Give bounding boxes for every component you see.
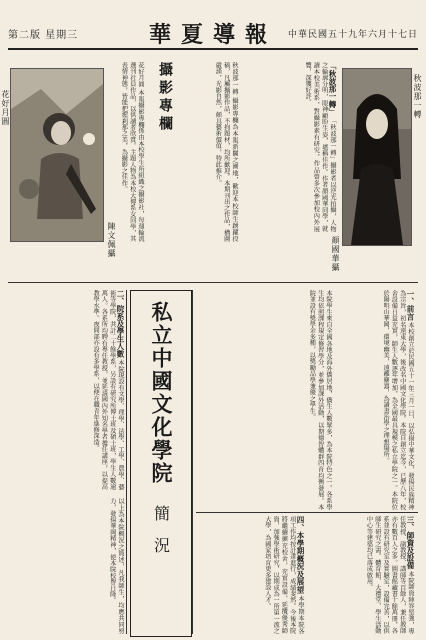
photo-text-left [110,62,144,242]
future-heading: 四、本學期概況及展望 [296,516,305,594]
honor-body: 本院師資陣容堅強，專任教授、副教授、講師等百餘人，兼任教師亦有數百人之多。圖書館藏書十餘萬冊，各系並設有研究室及實驗室，設備完善，以供師生研究之需。體育館、大禮堂、學生活動中心等建築均已落成啟用。 [365,516,414,635]
article-departments [10,290,124,490]
photo-text-left-body: 花好月圓 本報攝影專欄係由本校學生所組織之攝影社，每週輪流選刊社員作品，以供讀者欣賞。主題人物為本校大傳系女同學，其表情神態，皆能把握剎那之美，為攝影之佳作。 [120,62,144,242]
article-bottom-left [10,498,124,634]
caption-right-b: 顏國華攝 [331,236,340,272]
newspaper-title: 華夏導報 [148,22,278,48]
column-rule-3 [196,512,418,513]
caption-left-b: 陳文佩攝 [107,222,116,258]
caption-left-a: 花好月圓 [1,90,10,126]
article-honor [310,516,414,634]
article-future [196,516,304,634]
dept-body: 本院現設有文學、理學、法學、工學、農學、藝術等學院，共計二十餘學系，另設有研究所博士班及碩士班，學生人數逾萬人。各系所均聘有專任教授，並延請國內外知名學者擔任講座，以提高教學水準。夜間部亦設有多學系，以便在職青年進修深造。 [92,290,124,491]
photo-text-right-body: 「秋波那一轉」攝影者以逆光拍攝，人物之輪廓分明，眼神顧盼生姿，堪稱佳作。作者顏國華同學，就讀本校美術系，對攝影素有研究，作品曾多次參加校內外展覽，深獲好評。 [304,62,336,233]
photo-text-right [244,62,336,232]
article-prefix [338,290,414,510]
column-rule-1 [192,290,193,634]
photo-right [342,68,412,246]
feature-subtitle: 簡況 [151,505,171,569]
portrait-image-left [11,69,103,241]
photo-text-mid-body: 秋波那一轉 攝影專欄為本報新闢之園地，歡迎本校師生踴躍投稿，凡屬攝影作品，不拘題材，均所歡迎。本期刊出之作品，構圖嚴謹，光影自然，頗具藝術價值，特此推介。 [214,62,238,242]
photo-text-mid [188,62,238,242]
poem-heading: 「秋波那一轉」 [328,62,337,116]
article-people [196,290,332,510]
honor-heading: 三、師資及設備 [406,516,415,570]
masthead [8,18,418,50]
portrait-image-right [343,69,411,245]
issue-label: 第二版 星期三 [8,29,79,41]
caption-right-a: 秋波那一轉 [413,74,422,119]
bottom-body: 以上為本院概況之簡述，凡我師生，均應共同努力，發揚華岡精神，使本院校譽日隆。 [108,498,124,634]
feature-title-box [130,290,192,637]
future-body: 本學期本院各項工作均按計畫進行，成績斐然。今後本院將繼續擴充校舍，充實設備，延攬優秀師資，加強學術研究，以期成為一所第一流之大學，為國家培育更多建設人才。 [263,516,304,635]
prefix-body: 本校創立於民國五十一年三月一日，以弘揚中華文化，發揚民族精神為宗旨，初名遠東大學，後改名中國文化學院。本院自創立迄今，已歷八年，校舍設備日益充實，師生人數逐年增加，為全國最具規模之私立學院之一。本院位於陽明山華岡，環境幽美，遠離塵囂，為讀書治學之理想場所。 [382,290,414,511]
people-body: 本院學生來自全國各地及海外僑居地，僑生人數眾多，為本院特色之一。各系學生均依照課程規定修習學分，並參加課外活動，以期德智體群四育均衡發展。本院並設有獎學金多種，以獎勵品學兼優之學生。 [308,290,332,510]
dept-heading: 二、院系及學生人數 [116,290,125,358]
date-label: 中華民國五十九年六月十七日 [287,29,418,40]
section-divider [8,282,418,283]
photo-left [10,68,104,242]
column-rule-2 [126,290,127,634]
column-banner [150,62,180,282]
feature-title: 私立中國文化學院 [149,301,173,485]
banner-label: 攝影專欄 [157,62,173,134]
prefix-heading: 一、前言 [406,290,415,321]
